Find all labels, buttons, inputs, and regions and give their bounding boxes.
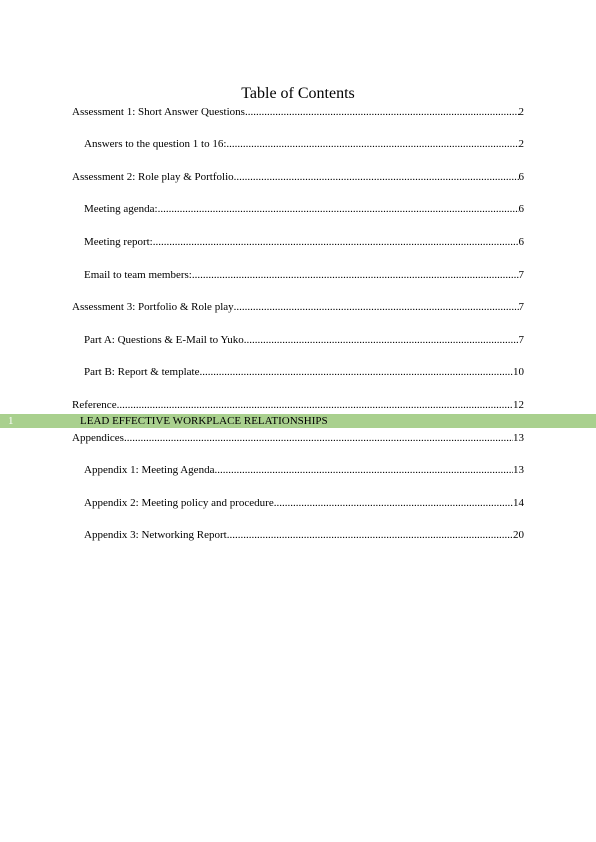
toc-entry-email[interactable] [84,268,524,282]
header-title: LEAD EFFECTIVE WORKPLACE RELATIONSHIPS [80,415,328,427]
toc-entry-text: Part A: Questions & E-Mail to Yuko [84,334,244,346]
toc-entry-text: Appendix 1: Meeting Agenda [84,464,215,476]
toc-entry-appendix-2[interactable] [84,496,524,510]
toc-entry-appendix-1[interactable] [84,463,524,477]
toc-entry-text: Part B: Report & template [84,366,200,378]
page-title: Table of Contents [241,85,355,102]
toc-entry-text: Meeting report: [84,236,153,248]
toc-entry-text: Assessment 1: Short Answer Questions [72,106,245,118]
toc-entry-text: Meeting agenda: [84,203,158,215]
toc-page-number: 10 [513,366,524,378]
toc-entry-assessment-1[interactable] [72,105,524,119]
toc-page-number: 6 [518,236,524,248]
toc-dot-leader [234,300,519,314]
toc-dot-leader [226,137,518,151]
toc-entry-meeting-report[interactable] [84,235,524,249]
toc-entry-text: Assessment 3: Portfolio & Role play [72,301,234,313]
toc-page-number: 7 [518,301,524,313]
toc-entry-part-b[interactable] [84,365,524,379]
toc-dot-leader [245,105,519,119]
toc-entry-text: Answers to the question 1 to 16: [84,138,227,150]
toc-entry-text: Appendix 2: Meeting policy and procedure [84,497,274,509]
toc-page-number: 6 [518,203,524,215]
toc-entry-assessment-2[interactable] [72,170,524,184]
toc-dot-leader [274,496,513,510]
toc-entry-meeting-agenda[interactable] [84,202,524,216]
header-page-number: 1 [8,415,14,427]
toc-entry-text: Appendices [72,432,124,444]
toc-entry-text: Assessment 2: Role play & Portfolio [72,171,234,183]
toc-dot-leader [153,235,519,249]
toc-page-number: 6 [518,171,524,183]
toc-page-number: 2 [518,138,524,150]
toc-page-number: 20 [513,529,524,541]
toc-dot-leader [124,431,513,445]
toc-entry-text: Email to team members: [84,269,192,281]
toc-entry-appendices[interactable] [72,431,524,445]
toc-dot-leader [199,365,513,379]
toc-page-number: 13 [513,464,524,476]
toc-dot-leader [244,333,519,347]
toc-dot-leader [158,202,519,216]
toc-page-number: 2 [518,106,524,118]
toc-entry-reference[interactable] [72,398,524,412]
toc-dot-leader [214,463,513,477]
toc-page-number: 13 [513,432,524,444]
toc-entry-part-a[interactable] [84,333,524,347]
toc-entry-appendix-3[interactable] [84,528,524,542]
toc-entry-answers[interactable] [84,137,524,151]
toc-page-number: 12 [513,399,524,411]
toc-entry-assessment-3[interactable] [72,300,524,314]
toc-entry-text: Appendix 3: Networking Report [84,529,227,541]
toc-page-number: 7 [518,334,524,346]
toc-entry-text: Reference [72,399,117,411]
toc-dot-leader [234,170,519,184]
toc-page-number: 7 [518,269,524,281]
toc-dot-leader [117,398,513,412]
toc-dot-leader [192,268,519,282]
toc-dot-leader [227,528,513,542]
running-header-band [0,414,596,428]
toc-page-number: 14 [513,497,524,509]
